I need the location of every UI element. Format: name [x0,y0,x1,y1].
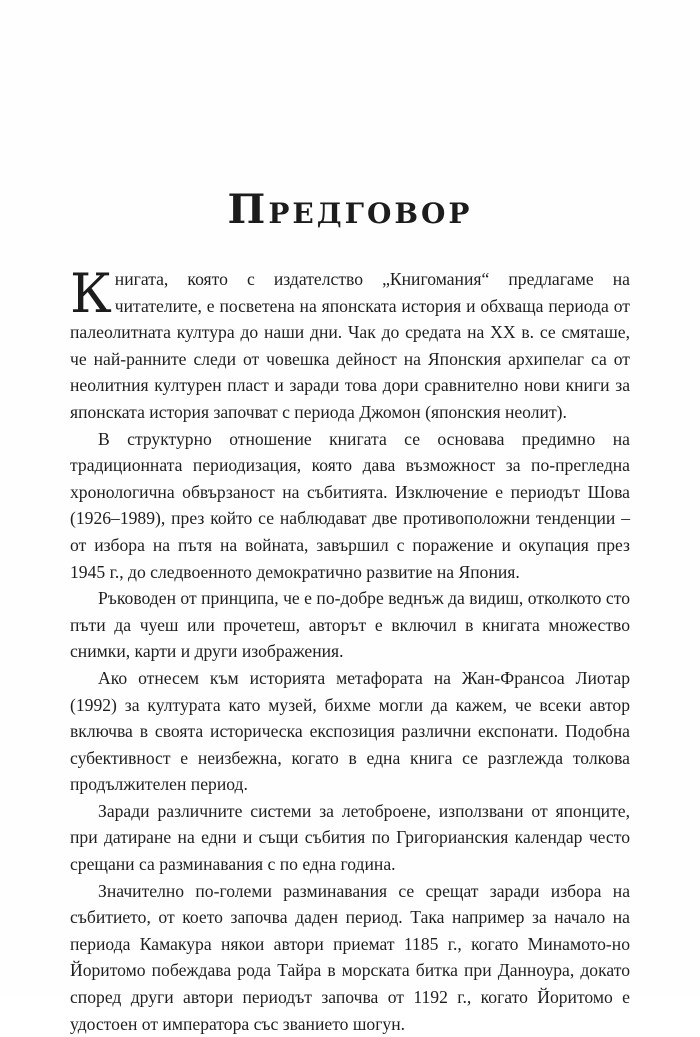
page-title: Предговор [227,186,473,233]
paragraph-1-text: нигата, която с издателство „Книгомания“ предлагаме на читателите, е посветена на японската история и обхваща периода от палеолитната култура до наши дни. Чак до средата на ХХ в. се смяташе, че най-ранните следи от човешка дейност на Японския архипелаг са от неолитния културен пласт и заради това дори сравнително нови книги за японската история започват с периода Джомон (японския неолит). [70,269,630,422]
paragraph-5: Заради различните системи за летоброене, използвани от японците, при датиране на едни и същи събития по Григорианския календар често срещани са разминавания с по една година. [70,800,630,875]
preface-body [70,262,630,1037]
paragraph-4: Ако отнесем към историята метафората на Жан-Франсоа Лиотар (1992) за културата като музей, бихме могли да кажем, че всеки автор включва в своята историческа експозиция различни експонати. Подобна субективност е неизбежна, когато в една книга се разглежда толкова продължителен период. [70,667,630,795]
paragraph-1 [70,262,630,426]
paragraph-6: Значително по-големи разминавания се срещат заради избора на събитието, от което започва даден период. Така например за начало на периода Камакура някои автори приемат 1185 г., когато Минамото-но Йоритомо побеждава рода Тайра в морската битка при Данноура, докато според други автори периодът започва от 1192 г., когато Йоритомо е удостоен от императора със званието шогун. [70,880,630,1034]
paragraph-2: В структурно отношение книгата се основава предимно на традиционната периодизация, която дава възможност за по-прегледна хронологична обвързаност на събитията. Изключение е периодът Шова (1926–1989), през който се наблюдават две противоположни тенденции – от избора на пътя на войната, завършил с поражение и окупация през 1945 г., до следвоенното демократично развитие на Япония. [70,428,630,582]
drop-cap: К [70,262,112,325]
paragraph-3: Ръководен от принципа, че е по-добре веднъж да видиш, отколкото сто пъти да чуеш или прочетеш, авторът е включил в книгата множество снимки, карти и други изображения. [70,588,630,662]
